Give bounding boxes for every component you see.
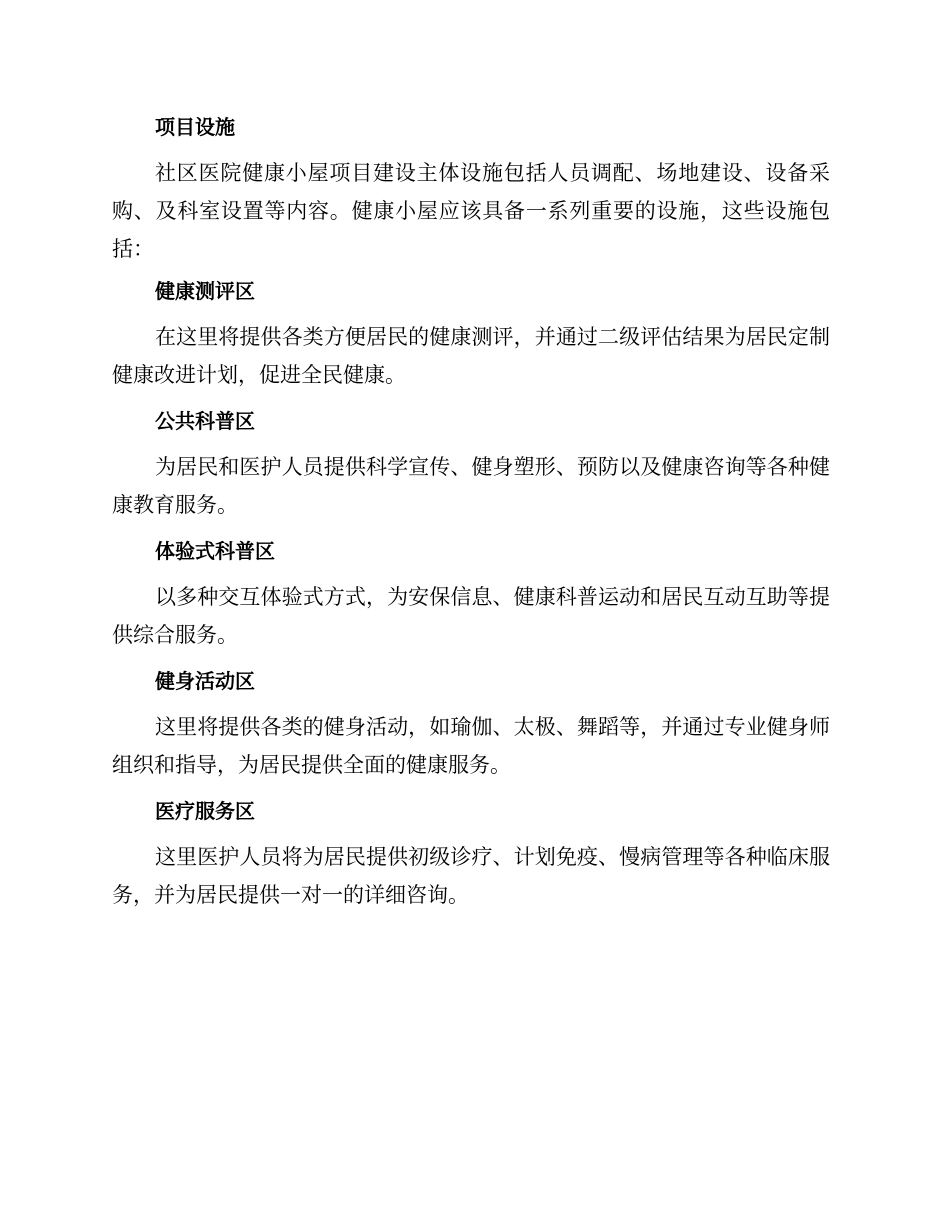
section-body: 这里将提供各类的健身活动，如瑜伽、太极、舞蹈等，并通过专业健身师组织和指导，为居民提供全面的健康服务。 [112, 715, 830, 777]
section-medical-service [112, 792, 830, 914]
section-heading: 体验式科普区 [155, 539, 275, 563]
section-experiential-science [112, 532, 830, 654]
section-heading: 项目设施 [155, 115, 235, 139]
section-body: 社区医院健康小屋项目建设主体设施包括人员调配、场地建设、设备采购、及科室设置等内容。健康小屋应该具备一系列重要的设施，这些设施包括： [112, 161, 830, 261]
section-body: 以多种交互体验式方式，为安保信息、健康科普运动和居民互动互助等提供综合服务。 [112, 585, 830, 647]
section-body: 这里医护人员将为居民提供初级诊疗、计划免疫、慢病管理等各种临床服务，并为居民提供一对一的详细咨询。 [112, 845, 830, 907]
section-heading: 公共科普区 [155, 409, 255, 433]
section-heading: 健身活动区 [155, 669, 255, 693]
section-heading: 健康测评区 [155, 279, 255, 303]
section-fitness-activity [112, 662, 830, 784]
section-body: 为居民和医护人员提供科学宣传、健身塑形、预防以及健康咨询等各种健康教育服务。 [112, 455, 830, 517]
section-public-science [112, 402, 830, 524]
section-body: 在这里将提供各类方便居民的健康测评，并通过二级评估结果为居民定制健康改进计划，促进全民健康。 [112, 325, 830, 387]
document-page [112, 108, 830, 922]
section-facilities [112, 108, 830, 268]
section-heading: 医疗服务区 [155, 799, 255, 823]
section-health-assessment [112, 272, 830, 394]
